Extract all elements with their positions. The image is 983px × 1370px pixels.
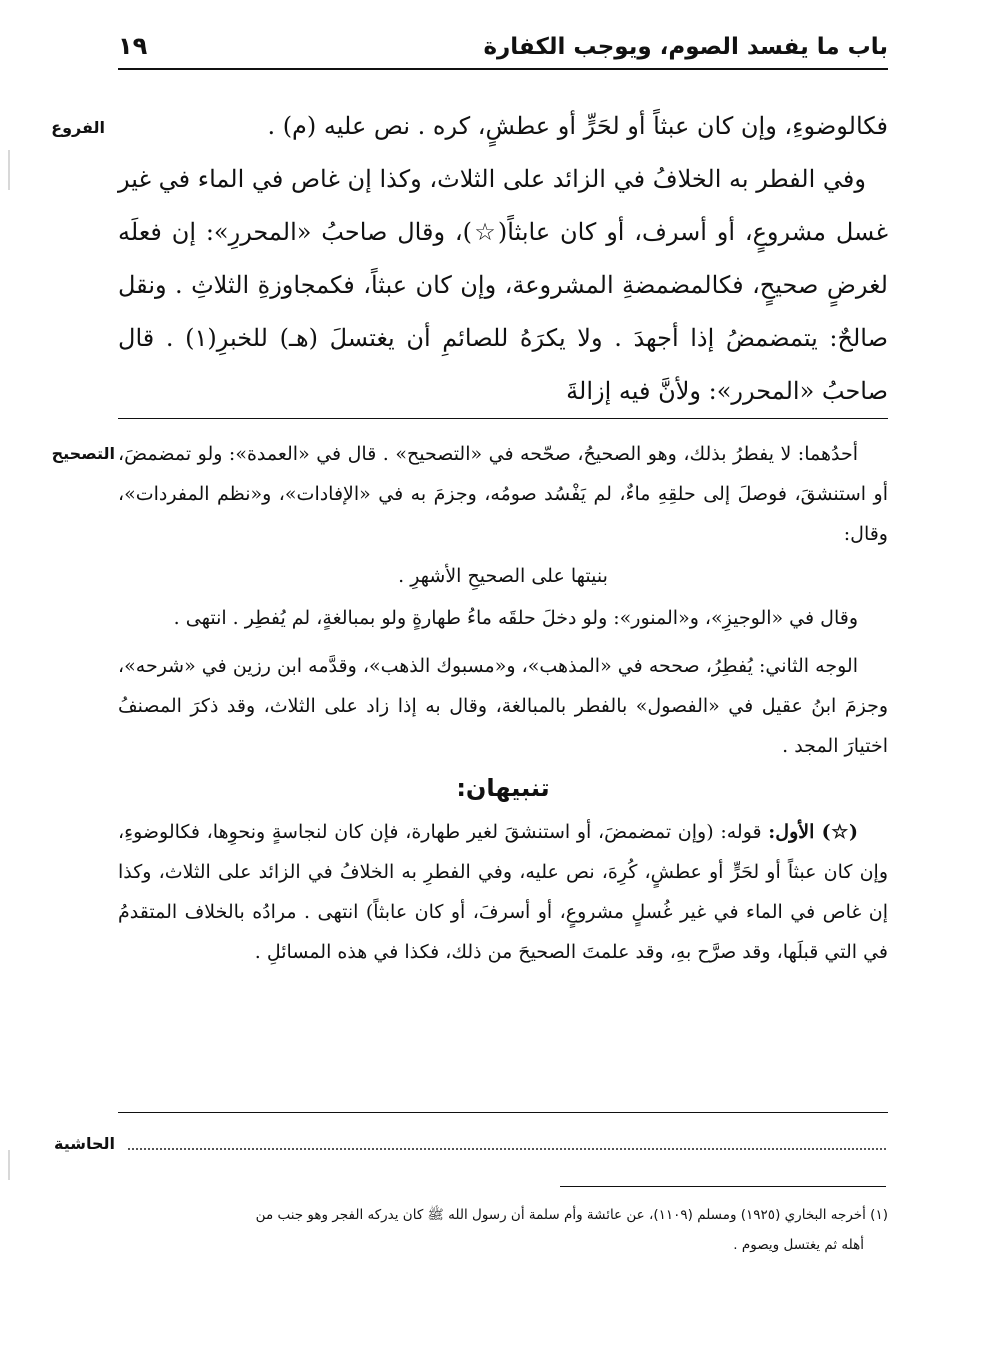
page-number: ١٩ bbox=[118, 32, 148, 60]
first-note-text: قوله: (وإن تمضمضَ، أو استنشقَ لغير طهارة، فإن كان لنجاسةٍ ونحوِها، فكالوضوءِ، وإن كان عبثاً أو لحَرٍّ أو عطشٍ، كُرِهَ، نص عليه، وفي الفطرِ به الخلافُ في الزائد على الثلاث، وكذا إن غاص في الماء في غير غُسلٍ مشروعٍ، أو أسرفَ، أو كان عابثاً) انتهى . مرادُه بالخلاف المتقدمُ في التي قبلَها، وقد صرَّح بهِ، وقد علمتَ الصحيحَ من ذلك، فكذا في هذه المسائلِ . bbox=[118, 821, 888, 963]
tashih-section-label: التصحيح bbox=[51, 444, 115, 463]
main-paragraph-2: وفي الفطر به الخلافُ في الزائد على الثلاث، وكذا إن غاص في الماء في غير غسل مشروعٍ، أو أسرف، أو كان عابثاً(☆)، وقال صاحبُ «المحررِ»: إن فعلَه لغرضٍ صحيحٍ، فكالمضمضةِ المشروعة، وإن كان عبثاً، فكمجاوزةِ الثلاثِ . ونقل صالحٌ: يتمضمضُ إذا أجهدَ . ولا يكرَهُ للصائمِ أن يغتسلَ (هـ) للخبرِ(١) . قال صاحبُ «المحرر»: ولأنَّ فيه إزالةَ bbox=[118, 165, 888, 405]
chapter-title: باب ما يفسد الصوم، ويوجب الكفارة bbox=[483, 34, 888, 60]
tashih-paragraph-3: الوجه الثاني: يُفطِرُ، صححه في «المذهب»، و«مسبوك الذهب»، وقدَّمه ابن رزين في «شرحه»، وجزمَ ابنُ عقيل في «الفصول» بالفطر بالمبالغة، وقال به إذا زاد على الثلاث، وقد ذكرَ المصنفُ اختيارَ المجد . bbox=[118, 655, 888, 757]
scan-edge-mark bbox=[8, 150, 10, 190]
tashih-paragraph-1: أحدُهما: لا يفطرُ بذلك، وهو الصحيحُ، صحّحه في «التصحيح» . قال في «العمدة»: ولو تمضمضَ، أو استنشقَ، فوصلَ إلى حلقِهِ ماءٌ، لم يَفْسُد صومُه، وجزمَ به في «الإفادات»، و«نظم المفردات»، وقال: bbox=[118, 443, 888, 545]
tanbihan-heading: تنبيهان: bbox=[456, 774, 550, 802]
page-header bbox=[118, 28, 888, 70]
footnote-block bbox=[118, 1200, 888, 1260]
tashih-text-block bbox=[118, 434, 888, 972]
tashih-verse-line: بنيتها على الصحيحِ الأشهرِ . bbox=[398, 565, 608, 587]
section-divider bbox=[118, 418, 888, 419]
scan-edge-mark bbox=[8, 1150, 10, 1180]
tashih-paragraph-4 bbox=[118, 812, 888, 972]
hashiya-dotted-line bbox=[128, 1148, 886, 1150]
first-note-lead: (☆) الأول: bbox=[768, 821, 858, 843]
hashiya-section-label: الحاشية bbox=[54, 1134, 115, 1153]
footnote-line-1: (١) أخرجه البخاري (١٩٢٥) ومسلم (١١٠٩)، عن عائشة وأم سلمة أن رسول الله ﷺ كان يدركه الفجر وهو جنب من bbox=[255, 1207, 888, 1223]
footnote-divider bbox=[560, 1186, 886, 1187]
main-paragraph-1: فكالوضوءِ، وإن كان عبثاً أو لحَرٍّ أو عطشٍ، كره . نص عليه (م) . bbox=[267, 112, 888, 140]
furu-section-label: الفروع bbox=[51, 118, 105, 137]
main-text-block bbox=[118, 100, 888, 418]
footnote-line-2: أهله ثم يغتسل ويصوم . bbox=[733, 1237, 864, 1253]
section-divider bbox=[118, 1112, 888, 1113]
tashih-paragraph-2: وقال في «الوجيزِ»، و«المنور»: ولو دخلَ حلقَه ماءُ طهارةٍ ولو بمبالغةٍ، لم يُفطِر . انتهى . bbox=[173, 607, 858, 629]
